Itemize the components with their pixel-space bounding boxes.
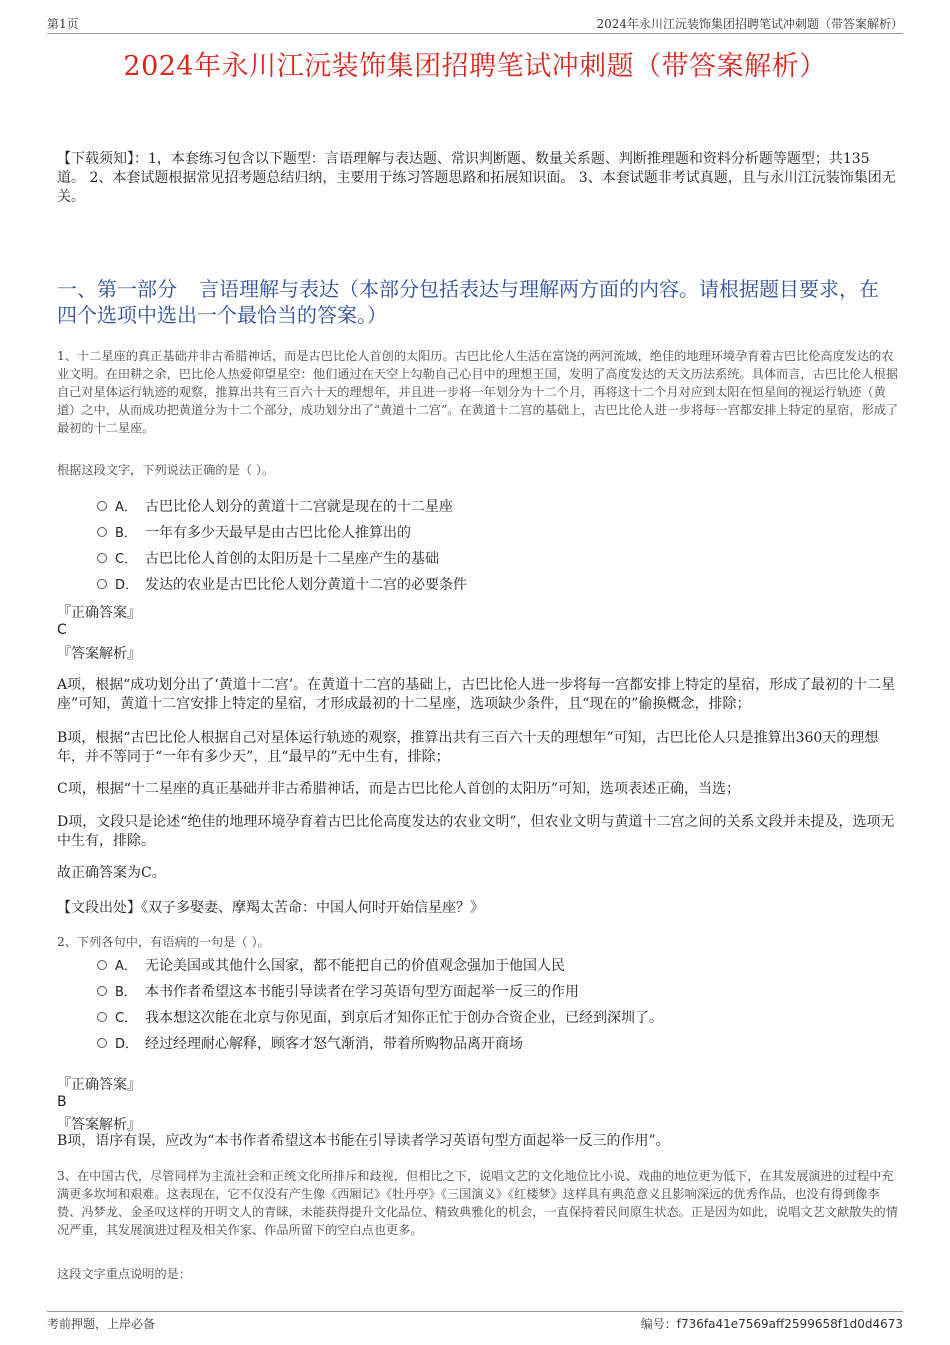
section-part: 一、第一部分 — [57, 277, 177, 301]
q1-conclusion: 故正确答案为C。 — [57, 865, 166, 881]
header-doc-title: 2024年永川江沅装饰集团招聘笔试冲刺题（带答案解析） — [596, 17, 903, 31]
q1-option-d[interactable]: D． 发达的农业是古巴比伦人划分黄道十二宫的必要条件 — [97, 574, 467, 594]
q1-option-b[interactable]: B． 一年有多少天最早是由古巴比伦人推算出的 — [97, 522, 411, 542]
q2-option-b[interactable]: B． 本书作者希望这本书能引导读者在学习英语句型方面起举一反三的作用 — [97, 981, 579, 1001]
radio-icon[interactable] — [97, 527, 107, 537]
q1-option-c[interactable]: C． 古巴比伦人首创的太阳历是十二星座产生的基础 — [97, 548, 439, 568]
radio-icon[interactable] — [97, 960, 107, 970]
q1-analysis-d: D项，文段只是论述“绝佳的地理环境孕育着古巴比伦高度发达的农业文明”，但农业文明与黄道十二宫之间的关系文段并未提及，选项无中生有，排除。 — [57, 814, 895, 849]
q1-analysis-a: A项，根据“成功划分出了‘黄道十二宫’。在黄道十二宫的基础上，古巴比伦人进一步将每一宫都安排上特定的星宿，形成了最初的十二星座”可知，黄道十二宫安排上特定的星宿，才形成最初的十二星座，选项缺少条件，且“现在的”偷换概念，排除； — [57, 677, 896, 712]
q2-answer: B — [57, 1094, 67, 1110]
q2-option-c[interactable]: C． 我本想这次能在北京与你见面，到京后才知你正忙于创办合资企业，已经到深圳了。 — [97, 1007, 663, 1027]
radio-icon[interactable] — [97, 501, 107, 511]
footer-code-value: f736fa41e7569aff2599658f1d0d4673 — [676, 1317, 903, 1331]
page-footer — [47, 1311, 903, 1332]
q2-option-a[interactable]: A． 无论美国或其他什么国家，都不能把自己的价值观念强加于他国人民 — [97, 955, 565, 975]
footer-code — [641, 1315, 903, 1332]
footer-slogan: 考前押题，上岸必备 — [47, 1317, 156, 1331]
q1-question: 根据这段文字，下列说法正确的是（ ）。 — [57, 463, 275, 477]
radio-icon[interactable] — [97, 986, 107, 996]
page-title: 2024年永川江沅装饰集团招聘笔试冲刺题（带答案解析） — [123, 51, 827, 82]
section-text: 言语理解与表达（本部分包括表达与理解两方面的内容。请根据题目要求，在四个选项中选出一个最恰当的答案。） — [57, 277, 879, 327]
q1-analysis-b: B项，根据“古巴比伦人根据自己对星体运行轨迹的观察，推算出共有三百六十天的理想年”可知，古巴比伦人只是推算出360天的理想年，并不等同于“一年有多少天”，且“最早的”无中生有，排除； — [57, 730, 879, 765]
q3-passage: 3、在中国古代，尽管同样为主流社会和正统文化所排斥和歧视，但相比之下，说唱文艺的文化地位比小说、戏曲的地位更为低下，在其发展演进的过程中充满更多坎坷和艰难。这表现在，它不仅没有产生像《西厢记》《牡丹亭》《三国演义》《红楼梦》这样具有典范意义且影响深远的优秀作品，也没有得到像李贽、冯梦龙、金圣叹这样的开明文人的青睐，未能获得提升文化品位、精致典雅化的机会，一直保持着民间原生状态。正是因为如此，说唱文艺文献散失的情况严重，其发展演进过程及相关作家、作品所留下的空白点也更多。 — [57, 1169, 898, 1237]
q2-answer-label: 『正确答案』 — [57, 1077, 141, 1093]
radio-icon[interactable] — [97, 553, 107, 563]
page-number: 第1页 — [47, 17, 79, 31]
q1-passage: 1、十二星座的真正基础并非古希腊神话，而是古巴比伦人首创的太阳历。古巴比伦人生活在富饶的两河流域，绝佳的地理环境孕育着古巴比伦高度发达的农业文明。在田耕之余，巴比伦人热爱仰望星空：他们通过在天空上勾勒自己心目中的理想王国，发明了高度发达的天文历法系统。具体而言，古巴比伦人根据自己对星体运行轨迹的观察，推算出共有三百六十天的理想年，并且进一步将一年划分为十二个月，再将这十二个月对应到太阳在恒星间的视运行轨迹（黄道）之中，从而成功把黄道分为十二个部分，成功划分出了“黄道十二宫”。在黄道十二宫的基础上，古巴比伦人进一步将每一宫都安排上特定的星宿，形成了最初的十二星座。 — [57, 349, 899, 435]
q1-answer: C — [57, 622, 67, 638]
q2-analysis-label: 『答案解析』 — [57, 1117, 141, 1133]
download-notice: 【下载须知】：1，本套练习包含以下题型：言语理解与表达题、常识判断题、数量关系题、判断推理题和资料分析题等题型；共135道。 2、本套试题根据常见招考题总结归纳，主要用于练习答题思路和拓展知识面。 3、本套试题非考试真题，且与永川江沅装饰集团无关。 — [57, 151, 896, 205]
radio-icon[interactable] — [97, 1012, 107, 1022]
q2-option-d[interactable]: D． 经过经理耐心解释，顾客才怒气渐消，带着所购物品离开商场 — [97, 1033, 523, 1053]
radio-icon[interactable] — [97, 1038, 107, 1048]
q1-answer-label: 『正确答案』 — [57, 605, 141, 621]
q2-analysis: B项，语序有误，应改为“本书作者希望这本书能在引导读者学习英语句型方面起举一反三的作用”。 — [57, 1133, 670, 1149]
radio-icon[interactable] — [97, 579, 107, 589]
q1-option-a[interactable]: A． 古巴比伦人划分的黄道十二宫就是现在的十二星座 — [97, 496, 453, 516]
page-header — [47, 13, 903, 34]
footer-code-label: 编号： — [640, 1317, 677, 1331]
q2-question: 2、下列各句中，有语病的一句是（ ）。 — [57, 935, 270, 949]
q1-analysis-label: 『答案解析』 — [57, 646, 141, 662]
q1-analysis-c: C项，根据“十二星座的真正基础并非古希腊神话，而是古巴比伦人首创的太阳历”可知，选项表述正确，当选； — [57, 781, 741, 797]
q1-source: 【文段出处】《双子多娶妻、摩羯太苦命：中国人何时开始信星座？》 — [57, 900, 484, 916]
section-heading — [57, 276, 897, 328]
q3-question: 这段文字重点说明的是： — [57, 1267, 192, 1281]
